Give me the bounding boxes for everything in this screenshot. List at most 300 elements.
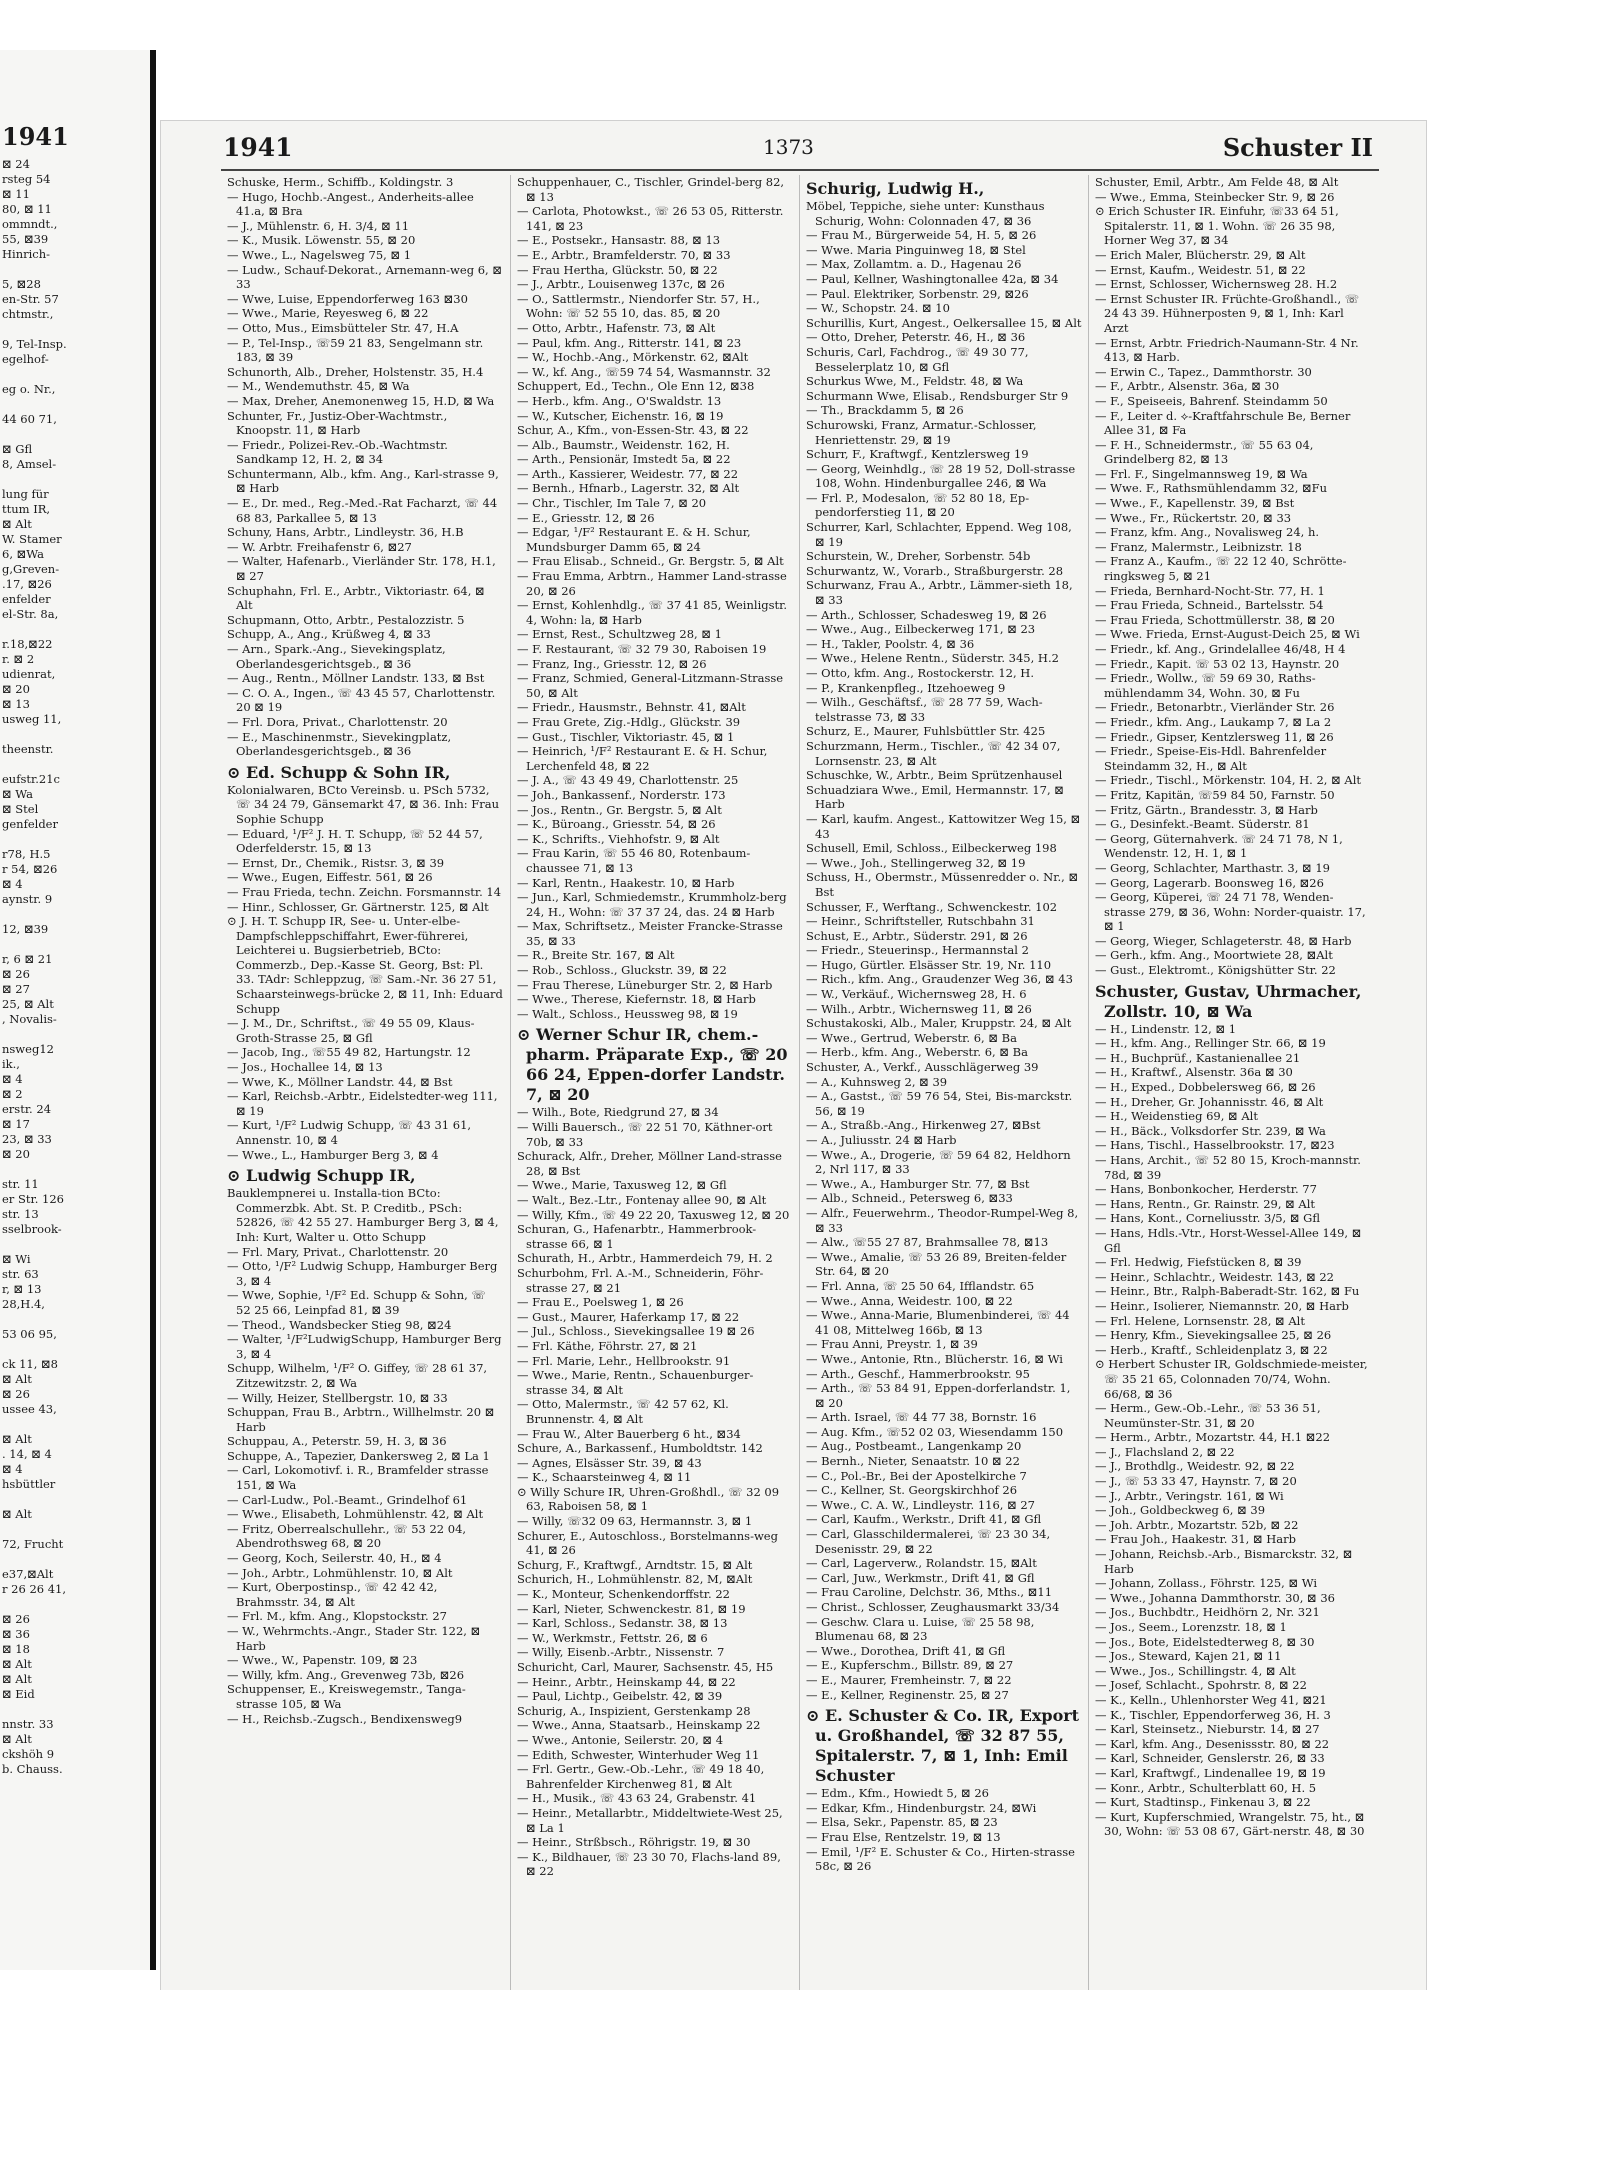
directory-column-2: [510, 175, 799, 2035]
fragment-line: g,Greven-: [2, 562, 60, 576]
directory-entry: — Frl. Gertr., Gew.-Ob.-Lehr., ☏ 49 18 40, Bahrenfelder Kirchenweg 81, ⊠ Alt: [517, 1762, 765, 1791]
directory-entry: — Alb., Schneid., Petersweg 6, ⊠33: [806, 1191, 1013, 1206]
directory-entry: — Jos., Steward, Kajen 21, ⊠ 11: [1095, 1649, 1282, 1664]
directory-entry: — Wwe., A., Drogerie, ☏ 59 64 82, Heldhorn 2, Nrl 117, ⊠ 33: [806, 1147, 1071, 1177]
directory-entry: Schurzmann, Herm., Tischler., ☏ 42 34 07, Lornsenstr. 23, ⊠ Alt: [806, 738, 1061, 768]
directory-entry: — H., kfm. Ang., Rellinger Str. 66, ⊠ 19: [1095, 1036, 1326, 1051]
fragment-line: ⊠ Stel: [2, 802, 39, 816]
directory-entry: — Ludw., Schauf-Dekorat., Arnemann-weg 6, ⊠ 33: [227, 262, 502, 292]
directory-entry: — Heinr., Isolierer, Niemannstr. 20, ⊠ Harb: [1095, 1298, 1349, 1313]
directory-entry: — Franz A., Kaufm., ☏ 22 12 40, Schrötte-ringksweg 5, ⊠ 21: [1095, 554, 1347, 584]
directory-entry: ⊙ Willy Schure IR, Uhren-Großhdl., ☏ 32 09 63, Raboisen 58, ⊠ 1: [517, 1484, 780, 1514]
directory-entry: — Willy, Eisenb.-Arbtr., Nissenstr. 7: [517, 1645, 725, 1660]
directory-entry: — Frau Frieda, Schneid., Bartelsstr. 54: [1095, 598, 1324, 613]
directory-entry: Schuphahn, Frl. E., Arbtr., Viktoriastr. 64, ⊠ Alt: [227, 583, 485, 613]
directory-entry: — Carl, Glasschildermalerei, ☏ 23 30 34, Desenisstr. 29, ⊠ 22: [806, 1527, 1051, 1556]
fragment-line: udienrat,: [2, 667, 56, 681]
directory-entry: — H., Takler, Poolstr. 4, ⊠ 36: [806, 636, 975, 651]
directory-entry: Schunorth, Alb., Dreher, Holstenstr. 35, H.4: [227, 364, 484, 379]
directory-entry: — Wwe. F., Rathsmühlendamm 32, ⊠Fu: [1095, 481, 1328, 496]
directory-entry: — J., Arbtr., Louisenweg 137c, ⊠ 26: [517, 277, 725, 292]
fragment-line: ⊠ 20: [2, 682, 30, 696]
directory-entry: — W., Verkäuf., Wichernsweg 28, H. 6: [806, 987, 1027, 1002]
directory-entry: — Chr., Tischler, Im Tale 7, ⊠ 20: [517, 496, 707, 511]
directory-entry: — K., Monteur, Schenkendorffstr. 22: [517, 1587, 730, 1602]
fragment-line: ⊠ 11: [2, 187, 30, 201]
directory-entry: — Hinr., Schlosser, Gr. Gärtnerstr. 125, ⊠ Alt: [227, 899, 489, 914]
fragment-line: 55, ⊠39: [2, 232, 49, 246]
directory-entry: — Franz, Schmied, General-Litzmann-Strasse 50, ⊠ Alt: [517, 671, 784, 700]
directory-entry: — Aug., Rentn., Möllner Landstr. 133, ⊠ Bst: [227, 671, 485, 686]
directory-entry: Möbel, Teppiche, siehe unter: Kunsthaus Schurig, Wohn: Colonnaden 47, ⊠ 36: [806, 199, 1045, 228]
directory-entry: — Edm., Kfm., Howiedt 5, ⊠ 26: [806, 1786, 989, 1801]
directory-entry: — Ernst Schuster IR. Früchte-Großhandl., ☏ 24 43 39. Hühnerposten 9, ⊠ 1, Inh: Karl Arzt: [1095, 291, 1360, 335]
directory-entry: Schure, A., Barkassenf., Humboldtstr. 142: [517, 1441, 763, 1456]
directory-entry: — Walt., Bez.-Ltr., Fontenay allee 90, ⊠ Alt: [517, 1193, 767, 1207]
directory-entry: — Jacob, Ing., ☏55 49 82, Hartungstr. 12: [227, 1045, 471, 1060]
directory-entry: — Otto, Malermstr., ☏ 42 57 62, Kl. Brunnenstr. 4, ⊠ Alt: [517, 1397, 729, 1426]
directory-entry: — F. Restaurant, ☏ 32 79 30, Raboisen 19: [517, 642, 767, 656]
directory-entry: Schur, A., Kfm., von-Essen-Str. 43, ⊠ 22: [517, 423, 749, 438]
directory-entry: — E., Dr. med., Reg.-Med.-Rat Facharzt, ☏ 44 68 83, Parkallee 5, ⊠ 13: [227, 496, 498, 525]
directory-entry: — Wwe, Luise, Eppendorferweg 163 ⊠30: [227, 291, 468, 306]
directory-entry: — Johann, Zollass., Föhrstr. 125, ⊠ Wi: [1095, 1576, 1318, 1591]
fragment-line: [2, 322, 150, 337]
fragment-line: [2, 907, 150, 922]
fragment-line: r 26 26 41,: [2, 1582, 67, 1596]
fragment-line: lung für: [2, 487, 49, 501]
page-margin-bottom: [0, 1990, 1600, 2177]
fragment-line: ⊠ Alt: [2, 1432, 32, 1446]
directory-entry: — Friedr., Steuerinsp., Hermannstal 2: [806, 943, 1029, 958]
directory-entry: — Wwe., W., Papenstr. 109, ⊠ 23: [227, 1653, 418, 1668]
directory-entry: — J., Arbtr., Veringstr. 161, ⊠ Wi: [1095, 1488, 1284, 1503]
directory-entry: — Friedr., Gipser, Kentzlersweg 11, ⊠ 26: [1095, 729, 1334, 744]
directory-entry: — Arth., Geschf., Hammerbrookstr. 95: [806, 1366, 1030, 1381]
directory-entry: — Gust., Elektromt., Königshütter Str. 22: [1095, 963, 1336, 978]
directory-entry: — Wwe., Johanna Dammthorstr. 30, ⊠ 36: [1095, 1590, 1335, 1605]
fragment-line: ussee 43,: [2, 1402, 57, 1416]
directory-entry: Schuntermann, Alb., kfm. Ang., Karl-strasse 9, ⊠ Harb: [227, 466, 499, 496]
directory-entry: — Georg, Lagerarb. Boonsweg 16, ⊠26: [1095, 875, 1324, 890]
directory-entry: — Joh., Bankassenf., Norderstr. 173: [517, 787, 726, 802]
directory-entry: — Jul., Schloss., Sievekingsallee 19 ⊠ 26: [517, 1324, 755, 1339]
fragment-line: ⊠ Wa: [2, 787, 33, 801]
directory-entry: — Heinr., Schriftsteller, Rutschbahn 31: [806, 914, 1035, 929]
fragment-line: ⊠ 18: [2, 1642, 30, 1656]
directory-entry: — Frau Emma, Arbtrn., Hammer Land-strasse 20, ⊠ 26: [517, 569, 787, 598]
directory-entry: — Joh., Goldbeckweg 6, ⊠ 39: [1095, 1503, 1266, 1518]
directory-entry: — Wwe., Amalie, ☏ 53 26 89, Breiten-felder Str. 64, ⊠ 20: [806, 1249, 1067, 1279]
directory-entry: — H., Dreher, Gr. Johannisstr. 46, ⊠ Alt: [1095, 1094, 1324, 1109]
fragment-line: [2, 1312, 150, 1327]
directory-entry: — Hans, Tischl., Hasselbrookstr. 17, ⊠23: [1095, 1138, 1335, 1153]
fragment-line: W. Stamer: [2, 532, 62, 546]
directory-entry: — Georg, Weinhdlg., ☏ 28 19 52, Doll-strasse 108, Wohn. Hindenburgallee 246, ⊠ Wa: [806, 461, 1076, 491]
directory-entry: — Joh. Arbtr., Mozartstr. 52b, ⊠ 22: [1095, 1517, 1299, 1532]
directory-entry: ⊙ Herbert Schuster IR, Goldschmiede-meister, ☏ 35 21 65, Colonnaden 70/74, Wohn. 66/68, ⊠ 36: [1095, 1357, 1368, 1401]
directory-entry: — E., Maurer, Fremheinstr. 7, ⊠ 22: [806, 1672, 1012, 1687]
directory-entry: Schuppenser, E., Kreiswegemstr., Tanga-strasse 105, ⊠ Wa: [227, 1682, 466, 1711]
fragment-line: ⊠ 4: [2, 877, 23, 891]
directory-entry: — Wwe., Anna, Staatsarb., Heinskamp 22: [517, 1718, 761, 1733]
directory-entry: Schusell, Emil, Schloss., Eilbeckerweg 198: [806, 841, 1057, 856]
directory-entry: — Wwe. Frieda, Ernst-August-Deich 25, ⊠ Wi: [1095, 627, 1360, 642]
directory-entry: — Ernst, Kaufm., Weidestr. 51, ⊠ 22: [1095, 262, 1306, 277]
fragment-line: 6, ⊠Wa: [2, 547, 44, 561]
directory-entry: — Wwe., Antonie, Seilerstr. 20, ⊠ 4: [517, 1732, 724, 1747]
directory-entry: — W., Werkmstr., Fettstr. 26, ⊠ 6: [517, 1630, 708, 1645]
directory-entry: — Bernh., Nieter, Senaatstr. 10 ⊠ 22: [806, 1454, 1020, 1469]
directory-entry: — Gust., Maurer, Haferkamp 17, ⊠ 22: [517, 1309, 740, 1324]
directory-entry: — H., Reichsb.-Zugsch., Bendixensweg9: [227, 1711, 463, 1726]
directory-entry: — Karl, Kraftwgf., Lindenallee 19, ⊠ 19: [1095, 1765, 1326, 1780]
directory-entry: Schust, E., Arbtr., Süderstr. 291, ⊠ 26: [806, 928, 1028, 943]
fragment-line: ⊠ 24: [2, 157, 30, 171]
directory-entry: — F. H., Schneidermstr., ☏ 55 63 04, Grindelberg 82, ⊠ 13: [1095, 437, 1314, 467]
fragment-line: ommndt.,: [2, 217, 58, 231]
fragment-line: genfelder: [2, 817, 58, 831]
directory-entry: Schuran, G., Hafenarbtr., Hammerbrook-strasse 66, ⊠ 1: [517, 1222, 757, 1251]
directory-entry: — W. Arbtr. Freihafenstr 6, ⊠27: [227, 539, 412, 554]
directory-entry: — Herb., kfm. Ang., Weberstr. 6, ⊠ Ba: [806, 1045, 1028, 1060]
directory-entry: Schurillis, Kurt, Angest., Oelkersallee 15, ⊠ Alt: [806, 315, 1082, 330]
directory-entry: — Kurt, ¹/F² Ludwig Schupp, ☏ 43 31 61, Annenstr. 10, ⊠ 4: [227, 1118, 472, 1147]
directory-entry: — A., Juliusstr. 24 ⊠ Harb: [806, 1133, 957, 1147]
directory-entry: — Fritz, Gärtn., Brandesstr. 3, ⊠ Harb: [1095, 802, 1318, 817]
directory-entry: Schuss, H., Obermstr., Müssenredder o. Nr., ⊠ Bst: [806, 870, 1079, 899]
directory-entry: — Rich., kfm. Ang., Graudenzer Weg 36, ⊠ 43: [806, 972, 1073, 987]
directory-entry: — Walter, ¹/F²LudwigSchupp, Hamburger Berg 3, ⊠ 4: [227, 1332, 502, 1361]
directory-entry: — Bernh., Hfnarb., Lagerstr. 32, ⊠ Alt: [517, 481, 740, 496]
directory-entry: Schurer, E., Autoschloss., Borstelmanns-weg 41, ⊠ 26: [517, 1528, 778, 1558]
directory-entry: Schurack, Alfr., Dreher, Möllner Land-strasse 28, ⊠ Bst: [517, 1149, 782, 1178]
directory-entry: — A., Straßb.-Ang., Hirkenweg 27, ⊠Bst: [806, 1118, 1041, 1133]
directory-entry: — Otto, Dreher, Peterstr. 46, H., ⊠ 36: [806, 330, 1026, 345]
fragment-line: egelhof-: [2, 352, 49, 366]
directory-entry: — Wwe., Gertrud, Weberstr. 6, ⊠ Ba: [806, 1030, 1017, 1045]
directory-entry: — Fritz, Kapitän, ☏59 84 50, Farnstr. 50: [1095, 787, 1335, 802]
directory-entry: — Hans, Kont., Corneliusstr. 3/5, ⊠ Gfl: [1095, 1211, 1320, 1226]
directory-entry: — Paul, Lichtp., Geibelstr. 42, ⊠ 39: [517, 1689, 723, 1704]
directory-entry: — Rob., Schloss., Gluckstr. 39, ⊠ 22: [517, 963, 727, 978]
directory-entry: — Geschw. Clara u. Luise, ☏ 25 58 98, Blumenau 68, ⊠ 23: [806, 1614, 1035, 1644]
fragment-line: [2, 262, 150, 277]
directory-entry: Schurrer, Karl, Schlachter, Eppend. Weg 108, ⊠ 19: [806, 520, 1072, 549]
directory-entry: — Friedr., Hausmstr., Behnstr. 41, ⊠Alt: [517, 700, 746, 715]
directory-entry: — H., Weidenstieg 69, ⊠ Alt: [1095, 1109, 1258, 1124]
fragment-line: ⊠ 36: [2, 1627, 30, 1641]
directory-entry: — Frau M., Bürgerweide 54, H. 5, ⊠ 26: [806, 228, 1037, 243]
directory-entry: — F., Arbtr., Alsenstr. 36a, ⊠ 30: [1095, 379, 1280, 394]
directory-entry: — G., Desinfekt.-Beamt. Süderstr. 81: [1095, 817, 1310, 832]
fragment-line: ⊠ Alt: [2, 1507, 32, 1521]
directory-entry: — Jun., Karl, Schmiedemstr., Krummholz-berg 24, H., Wohn: ☏ 37 37 24, das. 24 ⊠ Harb: [517, 890, 787, 919]
fragment-line: ⊠ 20: [2, 1147, 30, 1161]
directory-entry: — E., Kellner, Reginenstr. 25, ⊠ 27: [806, 1687, 1009, 1702]
directory-entry: — Wwe., Anna, Weidestr. 100, ⊠ 22: [806, 1293, 1013, 1308]
directory-entry: — W., Hochb.-Ang., Mörkenstr. 62, ⊠Alt: [517, 350, 749, 365]
directory-column-3: [799, 175, 1088, 2035]
fragment-line: [2, 367, 150, 382]
fragment-line: [2, 1492, 150, 1507]
fragment-line: [2, 1342, 150, 1357]
directory-entry: — Frau E., Poelsweg 1, ⊠ 26: [517, 1295, 684, 1310]
directory-entry: — Wwe. Maria Pinguinweg 18, ⊠ Stel: [806, 242, 1026, 257]
directory-entry: — Carl, Lagerverw., Rolandstr. 15, ⊠Alt: [806, 1556, 1037, 1571]
page-keyword: Schuster II: [1222, 133, 1373, 162]
directory-entry: — Alw., ☏55 27 87, Brahmsallee 78, ⊠13: [806, 1235, 1049, 1250]
directory-entry: — Walt., Schloss., Heussweg 98, ⊠ 19: [517, 1006, 738, 1021]
directory-entry: — Wwe., Dorothea, Drift 41, ⊠ Gfl: [806, 1643, 1006, 1658]
directory-entry: — Frau Anni, Preystr. 1, ⊠ 39: [806, 1337, 978, 1352]
directory-entry: — Karl, Schloss., Sedanstr. 38, ⊠ 13: [517, 1616, 728, 1631]
fragment-line: ik.,: [2, 1057, 20, 1071]
directory-entry: — Friedr., Kapit. ☏ 53 02 13, Haynstr. 20: [1095, 656, 1340, 671]
fragment-line: aynstr. 9: [2, 892, 53, 906]
fragment-line: ⊠ Wi: [2, 1252, 31, 1266]
directory-entry: ⊙ Erich Schuster IR. Einfuhr, ☏33 64 51, Spitalerstr. 11, ⊠ 1. Wohn. ☏ 26 35 98, Horner Weg 37, ⊠ 34: [1095, 204, 1339, 248]
directory-entry: — J., ☏ 53 33 47, Haynstr. 7, ⊠ 20: [1095, 1474, 1297, 1489]
directory-entry: — Kurt, Kupferschmied, Wrangelstr. 75, ht., ⊠ 30, Wohn: ☏ 53 08 67, Gärt-nerstr. 48, ⊠ 30: [1095, 1809, 1365, 1839]
directory-entry: Schusser, F., Werftang., Schwenckestr. 102: [806, 899, 1058, 914]
directory-entry: — Johann, Reichsb.-Arb., Bismarckstr. 32, ⊠ Harb: [1095, 1547, 1353, 1576]
fragment-line: [2, 1417, 150, 1432]
directory-entry: — Wwe., L., Nagelsweg 75, ⊠ 1: [227, 247, 412, 262]
directory-entry: — Wilh., Arbtr., Wichernsweg 11, ⊠ 26: [806, 1001, 1032, 1016]
directory-entry: — Friedr., Tischl., Mörkenstr. 104, H. 2, ⊠ Alt: [1095, 773, 1361, 788]
directory-entry: — Edgar, ¹/F² Restaurant E. & H. Schur, Mundsburger Damm 65, ⊠ 24: [517, 525, 751, 554]
directory-entry: — Alfr., Feuerwehrm., Theodor-Rumpel-Weg 8, ⊠ 33: [806, 1205, 1079, 1235]
directory-entry: Schuris, Carl, Fachdrog., ☏ 49 30 77, Besselerplatz 10, ⊠ Gfl: [806, 344, 1029, 374]
fragment-line: [2, 757, 150, 772]
directory-entry: — Carl, Juw., Werkmstr., Drift 41, ⊠ Gfl: [806, 1570, 1035, 1585]
directory-entry: Schurbohm, Frl. A.-M., Schneiderin, Föhr-strasse 27, ⊠ 21: [517, 1265, 764, 1295]
directory-entry: — Frau Caroline, Delchstr. 36, Mths., ⊠11: [806, 1585, 1053, 1600]
fragment-line: ⊠ Alt: [2, 517, 32, 531]
fragment-line: [2, 1702, 150, 1717]
directory-entry: — Frl. P., Modesalon, ☏ 52 80 18, Ep-pendorferstieg 11, ⊠ 20: [806, 490, 1030, 520]
directory-entry: — Karl, Reichsb.-Arbtr., Eidelstedter-weg 111, ⊠ 19: [227, 1089, 498, 1118]
directory-entry: Schurig, A., Inspizient, Gerstenkamp 28: [517, 1703, 751, 1718]
directory-entry: — K., Schrifts., Viehhofstr. 9, ⊠ Alt: [517, 831, 720, 846]
directory-entry: — Heinr., Arbtr., Heinskamp 44, ⊠ 22: [517, 1674, 736, 1689]
directory-entry: — H., Bäck., Volksdorfer Str. 239, ⊠ Wa: [1095, 1123, 1326, 1138]
previous-page-fragment: [0, 50, 156, 1970]
page-header: [223, 133, 1373, 165]
fragment-line: ⊠ 4: [2, 1072, 23, 1086]
directory-entry: Schuppe, A., Tapezier, Dankersweg 2, ⊠ La 1: [227, 1448, 490, 1463]
directory-entry: — Wwe., F., Kapellenstr. 39, ⊠ Bst: [1095, 496, 1295, 511]
directory-entry: — Friedr., Betonarbtr., Vierländer Str. 26: [1095, 700, 1335, 715]
directory-entry: — Hans, Bonbonkocher, Herderstr. 77: [1095, 1182, 1317, 1197]
directory-entry: — K., Musik. Löwenstr. 55, ⊠ 20: [227, 233, 416, 248]
directory-entry: — Friedr., Polizei-Rev.-Ob.-Wachtmstr. Sandkamp 12, H. 2, ⊠ 34: [227, 437, 448, 467]
directory-entry: Schuschke, W., Arbtr., Beim Sprützenhausel: [806, 768, 1063, 783]
directory-entry: — Frl. F., Singelmannsweg 19, ⊠ Wa: [1095, 466, 1308, 481]
fragment-line: 72, Frucht: [2, 1537, 64, 1551]
page-number: 1373: [763, 135, 814, 159]
directory-entry: — Georg, Wieger, Schlageterstr. 48, ⊠ Harb: [1095, 933, 1352, 948]
directory-entry: — E., Kupferschm., Billstr. 89, ⊠ 27: [806, 1658, 1014, 1673]
directory-entry: — Georg, Koch, Seilerstr. 40, H., ⊠ 4: [227, 1551, 442, 1566]
directory-entry-featured: ⊙ Ludwig Schupp IR,: [227, 1166, 416, 1186]
fragment-line: [2, 1027, 150, 1042]
directory-entry: — Kurt, Stadtinsp., Finkenau 3, ⊠ 22: [1095, 1795, 1311, 1810]
directory-entry: — Emil, ¹/F² E. Schuster & Co., Hirten-strasse 58c, ⊠ 26: [806, 1844, 1075, 1874]
fragment-line: b. Chauss.: [2, 1762, 63, 1776]
directory-entry: — Jos., Seem., Lorenzstr. 18, ⊠ 1: [1095, 1620, 1287, 1634]
directory-entry: — Jos., Rentn., Gr. Bergstr. 5, ⊠ Alt: [517, 802, 722, 817]
directory-entry-featured: Schurig, Ludwig H.,: [806, 179, 985, 198]
fragment-line: ⊠ 26: [2, 967, 30, 981]
fragment-line: [2, 427, 150, 442]
directory-entry: — Erwin C., Tapez., Dammthorstr. 30: [1095, 364, 1312, 379]
fragment-line: r.18,⊠22: [2, 637, 53, 651]
directory-entry: — Wwe., Aug., Eilbeckerweg 171, ⊠ 23: [806, 622, 1036, 637]
fragment-line: 53 06 95,: [2, 1327, 57, 1341]
directory-entry: — Wwe., Anna-Marie, Blumenbinderei, ☏ 44 41 08, Mittelweg 166b, ⊠ 13: [806, 1308, 1070, 1337]
directory-entry: — Herb., kfm. Ang., O'Swaldstr. 13: [517, 393, 722, 408]
directory-entry: — C., Pol.-Br., Bei der Apostelkirche 7: [806, 1468, 1027, 1483]
directory-entry: — Henry, Kfm., Sievekingsallee 25, ⊠ 26: [1095, 1328, 1332, 1343]
fragment-line: eufstr.21c: [2, 772, 60, 786]
directory-entry-featured: ⊙ Werner Schur IR, chem.-pharm. Präparate Exp., ☏ 20 66 24, Eppen-dorfer Landstr. 7, ⊠ 20: [517, 1025, 788, 1105]
directory-entry: — E., Maschinenmstr., Sievekingplatz, Oberlandesgerichtsgeb., ⊠ 36: [227, 729, 452, 759]
fragment-line: 80, ⊠ 11: [2, 202, 52, 216]
directory-entry: Bauklempnerei u. Installa-tion BCto: Commerzbk. Abt. St. P. Creditb., PSch: 52826, ☏ 42 55 27. Hamburger Berg 3, ⊠ 4, Inh: Kurt, Walter u. Otto Schupp: [227, 1186, 499, 1244]
directory-entry: — Arn., Spark.-Ang., Sievekingsplatz, Oberlandesgerichtsgeb., ⊠ 36: [227, 642, 446, 671]
directory-entry: — Wwe., A., Hamburger Str. 77, ⊠ Bst: [806, 1176, 1030, 1191]
directory-entry: Schupp, A., Ang., Krüßweg 4, ⊠ 33: [227, 627, 431, 642]
directory-entry: — Frau Hertha, Glückstr. 50, ⊠ 22: [517, 262, 718, 277]
directory-entry: — J. A., ☏ 43 49 49, Charlottenstr. 25: [517, 773, 739, 788]
directory-entry: — Wilh., Geschäftsf., ☏ 28 77 59, Wach-telstrasse 73, ⊠ 33: [806, 695, 1043, 724]
directory-entry: — Wwe., Marie, Taxusweg 12, ⊠ Gfl: [517, 1178, 727, 1193]
directory-entry: Schurmann Wwe, Elisab., Rendsburger Str 9: [806, 388, 1069, 403]
directory-entry: Schuricht, Carl, Maurer, Sachsenstr. 45, H5: [517, 1660, 774, 1674]
fragment-line: ⊠ Alt: [2, 1657, 32, 1671]
directory-entry: — Alb., Baumstr., Weidenstr. 162, H.: [517, 437, 730, 452]
directory-entry: — Herb., Kraftf., Schleidenplatz 3, ⊠ 22: [1095, 1342, 1328, 1357]
fragment-line: [2, 472, 150, 487]
fragment-line: [2, 622, 150, 637]
directory-entry: — C. O. A., Ingen., ☏ 43 45 57, Charlottenstr. 20 ⊠ 19: [227, 685, 496, 715]
directory-entry: — Georg, Schlachter, Marthastr. 3, ⊠ 19: [1095, 860, 1330, 875]
fragment-line: ck 11, ⊠8: [2, 1357, 58, 1371]
directory-entry: — Willy, Kfm., ☏ 49 22 20, Taxusweg 12, ⊠ 20: [517, 1207, 790, 1222]
directory-entry: — Wwe., Emma, Steinbecker Str. 9, ⊠ 26: [1095, 189, 1335, 204]
directory-entry: — Max, Dreher, Anemonenweg 15, H.D, ⊠ Wa: [227, 393, 495, 408]
directory-entry: Schuster, Emil, Arbtr., Am Felde 48, ⊠ Alt: [1095, 175, 1339, 189]
directory-entry: Schupmann, Otto, Arbtr., Pestalozzistr. 5: [227, 612, 465, 627]
fragment-line: nsweg12: [2, 1042, 54, 1056]
directory-entry: — Jos., Hochallee 14, ⊠ 13: [227, 1060, 383, 1075]
directory-entry: — W., kf. Ang., ☏59 74 54, Wasmannstr. 32: [517, 364, 771, 379]
fragment-line: Hinrich-: [2, 247, 51, 261]
directory-entry: — Arth., Kassierer, Weidestr. 77, ⊠ 22: [517, 466, 739, 481]
directory-entry: — Friedr., kf. Ang., Grindelallee 46/48, H 4: [1095, 642, 1346, 656]
fragment-line: .17, ⊠26: [2, 577, 52, 591]
directory-entry: — W., Kutscher, Eichenstr. 16, ⊠ 19: [517, 408, 724, 423]
directory-entry: — H., Musik., ☏ 43 63 24, Grabenstr. 41: [517, 1791, 757, 1806]
fragment-line: [2, 1522, 150, 1537]
directory-entry: — Carlota, Photowkst., ☏ 26 53 05, Ritterstr. 141, ⊠ 23: [517, 204, 784, 233]
directory-entry: — Otto, kfm. Ang., Rostockerstr. 12, H.: [806, 666, 1034, 680]
directory-entry: — Edith, Schwester, Winterhuder Weg 11: [517, 1747, 760, 1762]
directory-entry: — Frl. Mary, Privat., Charlottenstr. 20: [227, 1244, 449, 1259]
directory-entry: — Frl. Helene, Lornsenstr. 28, ⊠ Alt: [1095, 1313, 1305, 1328]
directory-entry: — Max, Schriftsetz., Meister Francke-Strasse 35, ⊠ 33: [517, 919, 783, 948]
directory-entry: — K., Bildhauer, ☏ 23 30 70, Flachs-land 89, ⊠ 22: [517, 1849, 781, 1879]
fragment-line: er Str. 126: [2, 1192, 64, 1206]
directory-entry: — Konr., Arbtr., Schulterblatt 60, H. 5: [1095, 1780, 1317, 1795]
directory-entry: — Karl, Steinsetz., Nieburstr. 14, ⊠ 27: [1095, 1722, 1320, 1737]
directory-entry: — Hugo, Gürtler. Elsässer Str. 19, Nr. 110: [806, 957, 1052, 972]
fragment-line: [2, 1552, 150, 1567]
directory-entry: Schurz, E., Maurer, Fuhlsbüttler Str. 425: [806, 724, 1046, 739]
fragment-line: eg o. Nr.,: [2, 382, 56, 396]
directory-entry: — A., Gastst., ☏ 59 76 54, Stei, Bis-marckstr. 56, ⊠ 19: [806, 1089, 1073, 1118]
directory-entry: Schuppert, Ed., Techn., Ole Enn 12, ⊠38: [517, 379, 755, 394]
directory-entry: Schuppenhauer, C., Tischler, Grindel-berg 82, ⊠ 13: [517, 175, 785, 204]
directory-entry: — Walter, Hafenarb., Vierländer Str. 178, H.1, ⊠ 27: [227, 554, 496, 584]
directory-entry: — Agnes, Elsässer Str. 39, ⊠ 43: [517, 1455, 702, 1470]
directory-entry: — Wwe., Helene Rentn., Süderstr. 345, H.2: [806, 651, 1059, 666]
directory-entry: — Ernst, Dr., Chemik., Ristsr. 3, ⊠ 39: [227, 855, 445, 870]
fragment-line: ⊠ 13: [2, 697, 30, 711]
directory-entry: — Wwe, K., Möllner Landstr. 44, ⊠ Bst: [227, 1074, 453, 1089]
directory-entry: — Willi Bauersch., ☏ 22 51 70, Käthner-ort 70b, ⊠ 33: [517, 1120, 773, 1149]
directory-entry: — Frl. Käthe, Föhrstr. 27, ⊠ 21: [517, 1338, 698, 1353]
directory-entry: — Franz, kfm. Ang., Novalisweg 24, h.: [1095, 525, 1320, 540]
directory-entry: — P., Krankenpfleg., Itzehoeweg 9: [806, 680, 1006, 695]
fragment-line: [2, 397, 150, 412]
directory-entry: — Max, Zollamtm. a. D., Hagenau 26: [806, 257, 1022, 272]
directory-column-4: [1088, 175, 1377, 2035]
directory-entry: — Heinr., Btr., Ralph-Baberadt-Str. 162, ⊠ Fu: [1095, 1284, 1360, 1299]
directory-entry: — C., Kellner, St. Georgskirchhof 26: [806, 1483, 1018, 1498]
directory-column-1: [221, 175, 510, 2035]
fragment-line: usweg 11,: [2, 712, 62, 726]
directory-entry: Schuppau, A., Peterstr. 59, H. 3, ⊠ 36: [227, 1434, 447, 1449]
directory-entry: — Herm., Gew.-Ob.-Lehr., ☏ 53 36 51, Neumünster-Str. 31, ⊠ 20: [1095, 1401, 1321, 1430]
directory-entry: — Frieda, Bernhard-Nocht-Str. 77, H. 1: [1095, 583, 1325, 598]
directory-entry: — Heinr., Strßbsch., Röhrigstr. 19, ⊠ 30: [517, 1835, 751, 1850]
directory-entry: — Kurt, Oberpostinsp., ☏ 42 42 42, Brahmsstr. 34, ⊠ Alt: [227, 1580, 438, 1609]
directory-entry: — Frau Else, Rentzelstr. 19, ⊠ 13: [806, 1829, 1001, 1844]
fragment-line: str. 11: [2, 1177, 39, 1191]
fragment-line: theenstr.: [2, 742, 54, 756]
directory-entry: — Paul, Kellner, Washingtonallee 42a, ⊠ 34: [806, 271, 1059, 286]
directory-entry: — Franz, Malermstr., Leibnizstr. 18: [1095, 539, 1302, 554]
directory-entry: — Frau Grete, Zig.-Hdlg., Glückstr. 39: [517, 714, 741, 729]
fragment-line: ⊠ 4: [2, 1462, 23, 1476]
directory-entry: Kolonialwaren, BCto Vereinsb. u. PSch 5732, ☏ 34 24 79, Gänsemarkt 47, ⊠ 36. Inh: Frau Sophie Schupp: [227, 782, 500, 826]
directory-entry: — H., Buchprüf., Kastanienallee 21: [1095, 1050, 1301, 1065]
header-rule: [221, 169, 1379, 171]
directory-entry: — Wilh., Bote, Riedgrund 27, ⊠ 34: [517, 1105, 719, 1120]
fragment-line: r, 6 ⊠ 21: [2, 952, 53, 966]
directory-entry: — Frau Joh., Haakestr. 31, ⊠ Harb: [1095, 1532, 1297, 1547]
directory-entry: — Heinr., Metallarbtr., Middeltwiete-West 25, ⊠ La 1: [517, 1805, 783, 1835]
directory-entry: — Karl, Nieter, Schwenckestr. 81, ⊠ 19: [517, 1601, 746, 1616]
directory-entry: — Wwe., Joh., Stellingerweg 32, ⊠ 19: [806, 855, 1026, 870]
directory-entry: — Friedr., Speise-Eis-Hdl. Bahrenfelder Steindamm 32, H., ⊠ Alt: [1095, 744, 1327, 773]
directory-entry: — Paul, kfm. Ang., Ritterstr. 141, ⊠ 23: [517, 335, 742, 350]
directory-page: [160, 120, 1427, 2057]
directory-entry: — J., Flachsland 2, ⊠ 22: [1095, 1444, 1235, 1459]
